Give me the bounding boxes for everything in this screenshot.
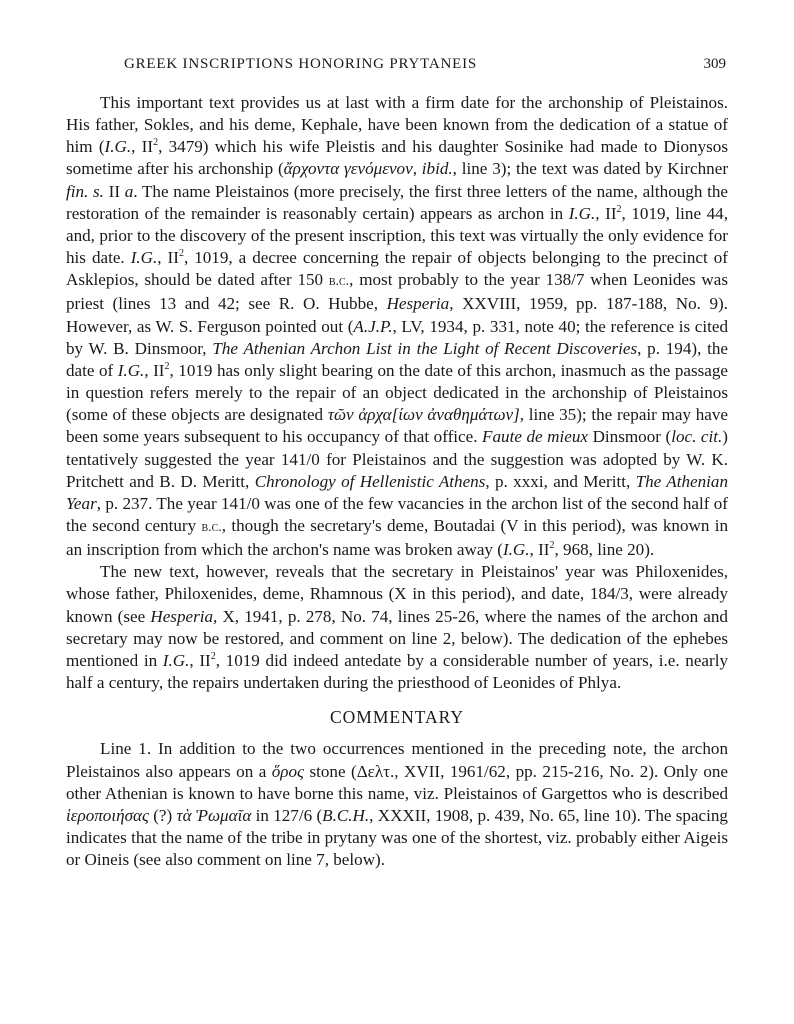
- citation: loc. cit.: [671, 427, 723, 447]
- citation: Hesperia,: [150, 606, 218, 626]
- page-number: 309: [703, 56, 726, 72]
- citation: The Athenian Year: [66, 471, 728, 513]
- citation: Hesperia,: [386, 294, 454, 314]
- greek-phrase: τὰ Ῥωμαῖα: [176, 805, 252, 825]
- greek-phrase: ἄρχοντα γενόμενον: [283, 159, 413, 179]
- paragraph-commentary-line-1: Line 1. In addition to the two occurrences mentioned in the preceding note, the archon Pleistainos also appears on a ὅρος stone (Δελτ., XVII, 1961/62, pp. 215-216, No. 2). Only one other Athenian is known to have borne this name, viz. Pleistainos of Gargettos who is described ἱεροποιήσας (?) τὰ Ῥωμαῖα in 127/6 (B.C.H., XXXII, 1908, p. 439, No. 65, line 10). The spacing indicates that the name of the tribe in prytany was one of the shortest, viz. probably either Aigeis or Oineis (see also comment on line 7, below).: [66, 739, 728, 870]
- citation: The Athenian Archon List in the Light of Recent Discoveries: [212, 338, 638, 358]
- running-title: GREEK INSCRIPTIONS HONORING PRYTANEIS: [124, 56, 478, 72]
- citation: Faute de mieux: [482, 427, 588, 447]
- paragraph-archonship-date: This important text provides us at last with a firm date for the archonship of Pleistainos. His father, Sokles, and his deme, Kephale, have been known from the dedication of a statue of him (I.G., $II^2$, 3479) which his wife Pleistis and his daughter Sosinike had made to Dionysos sometime after his archonship (ἄρχοντα γενόμενον, ibid., line 3); the text was dated by Kirchner fin. s. II a. The name Pleistainos (more precisely, the first three letters of the name, although the restoration of the remainder is reasonably certain) appears as archon in I.G., $II^2$, 1019, line 44, and, prior to the discovery of the present inscription, this text was virtually the only evidence for his date. I.G., $II^2$, 1019, a decree concerning the repair of objects belonging to the precinct of Asklepios, should be dated after 150 b.c., most probably to the year 138/7 when Leonides was priest (lines 13 and 42; see R. O. Hubbe, Hesperia, XXVIII, 1959, pp. 187-188, No. 9). However, as W. S. Ferguson pointed out (A.J.P., LV, 1934, p. 331, note 40; the reference is cited by W. B. Dinsmoor, The Athenian Archon List in the Light of Recent Discoveries, p. 194), the date of I.G., $II^2$, 1019 has only slight bearing on the date of this archon, inasmuch as the passage in question refers merely to the repair of an object dedicated in the archonship of Pleistainos (some of these objects are designated τῶν ἀρχα[ίων ἀναθημάτων], line 35); the repair may have been some years subsequent to his occupancy of that office. Faute de mieux Dinsmoor (loc. cit.) tentatively suggested the year 141/0 for Pleistainos and the suggestion was adopted by W. K. Pritchett and B. D. Meritt, Chronology of Hellenistic Athens, p. xxxi, and Meritt, The Athenian Year, p. 237. The year 141/0 was one of the few vacancies in the archon list of the second half of the second century b.c., though the secretary's deme, Boutadai (V in this period), was known in an inscription from which the archon's name was broken away (I.G., $II^2$, 968, line 20).: [66, 93, 729, 560]
- citation: Chronology of Hellenistic Athens,: [254, 471, 490, 491]
- paragraph-new-text: The new text, however, reveals that the secretary in Pleistainos' year was Philoxenides, whose father, Philoxenides, deme, Rhamnous (X in this period), and date, 184/3, were already known (see Hesperia, X, 1941, p. 278, No. 74, lines 25-26, where the names of the archon and secretary may now be restored, and comment on line 2, below). The dedication of the ephebes mentioned in I.G., $II^2$, 1019 did indeed antedate by a considerable number of years, i.e. nearly half a century, the repairs undertaken during the priesthood of Leonides of Phlya.: [66, 562, 728, 693]
- citation: B.C.H.: [322, 805, 370, 825]
- citation: A.J.P.: [353, 316, 393, 336]
- citation: I.G.: [117, 360, 145, 380]
- citation: fin. s.: [66, 181, 104, 201]
- citation: a: [124, 181, 134, 201]
- citation: ibid.: [421, 159, 453, 179]
- citation: I.G.: [104, 137, 132, 157]
- citation: I.G.: [568, 203, 596, 223]
- section-heading-commentary: COMMENTARY: [329, 707, 465, 728]
- citation: I.G.: [130, 248, 158, 268]
- greek-phrase: ὅρος: [271, 761, 304, 781]
- citation: I.G.: [162, 650, 190, 670]
- greek-phrase: ἱεροποιήσας: [66, 805, 149, 825]
- greek-phrase: Δελτ.: [356, 761, 395, 781]
- body-text: [66, 92, 728, 871]
- greek-phrase: τῶν ἀρχα[ίων ἀναθημάτων]: [327, 405, 520, 425]
- citation: I.G.: [502, 540, 530, 560]
